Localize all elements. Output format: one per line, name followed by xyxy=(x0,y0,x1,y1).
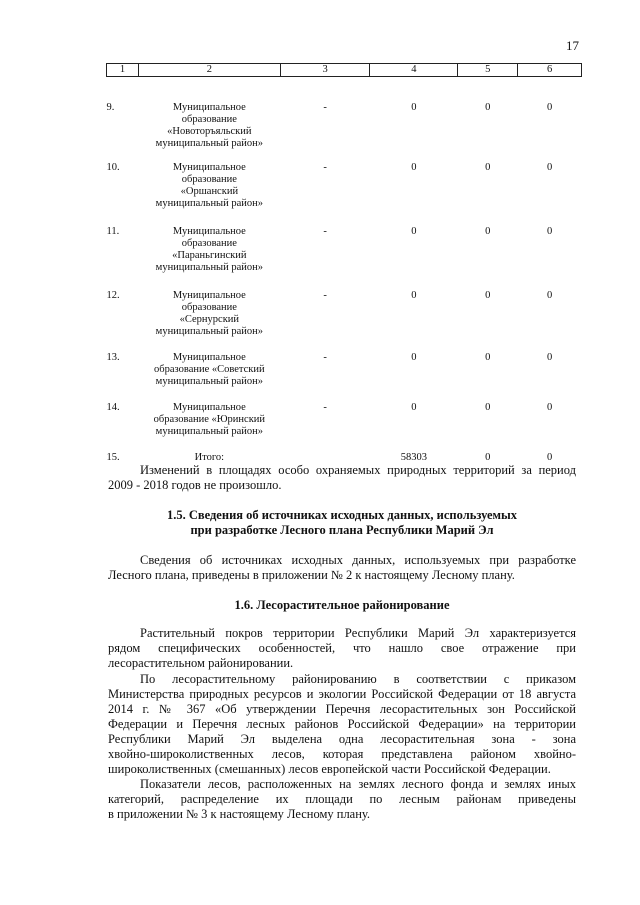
text-line: 2014 г. № 367 «Об утверждении Перечня лесорастительных зон Российской xyxy=(108,702,576,716)
page-number: 17 xyxy=(566,38,579,53)
section-heading-line: 1.5. Сведения об источниках исходных данных, используемых xyxy=(166,508,518,522)
row-number: 13. xyxy=(106,352,120,363)
paragraph-protected-areas xyxy=(108,463,576,493)
row-col3: - xyxy=(323,162,327,173)
row-name-line: образование «Советский xyxy=(154,364,265,375)
row-name-line: «Новоторъяльский xyxy=(167,126,252,137)
row-name-line: образование xyxy=(181,238,237,249)
row-col5: 0 xyxy=(485,290,491,301)
row-col5: 0 xyxy=(485,352,491,363)
row-name-line: муниципальный район» xyxy=(155,198,264,209)
row-col4: 0 xyxy=(411,290,417,301)
row-name xyxy=(138,77,280,151)
row-col4: 0 xyxy=(411,102,417,113)
paragraph-forest-indicators xyxy=(108,777,576,822)
section-heading-line: при разработке Лесного плана Республики Марий Эл xyxy=(190,523,494,537)
row-name-line: муниципальный район» xyxy=(155,138,264,149)
row-col5: 0 xyxy=(485,102,491,113)
row-name-line: Итого: xyxy=(194,452,225,463)
row-name-line: Муниципальное xyxy=(172,162,246,173)
paragraph-vegetation xyxy=(108,626,576,671)
table-row xyxy=(107,77,582,151)
row-name-line: муниципальный район» xyxy=(155,376,264,387)
row-number: 12. xyxy=(106,290,120,301)
table-header-cell: 2 xyxy=(138,64,280,77)
row-number: 14. xyxy=(106,402,120,413)
row-name-line: Муниципальное xyxy=(172,226,246,237)
row-name-line: образование xyxy=(181,114,237,125)
row-name-line: муниципальный район» xyxy=(155,326,264,337)
row-name xyxy=(138,390,280,440)
table-header-cell: 1 xyxy=(107,64,139,77)
section-heading-1-5 xyxy=(108,508,576,538)
table-row xyxy=(107,150,582,214)
text-line: Растительный покров территории Республики Марий Эл характеризуется xyxy=(140,626,576,640)
row-col5: 0 xyxy=(485,162,491,173)
row-name-line: муниципальный район» xyxy=(155,426,264,437)
text-line: категорий, распределение их площади по лесным районам приведены xyxy=(108,792,576,806)
text-line: Изменений в площадях особо охраняемых природных территорий за период xyxy=(140,463,576,477)
row-name-line: образование xyxy=(181,302,237,313)
row-name-line: образование «Юринский xyxy=(153,414,266,425)
row-col5: 0 xyxy=(485,452,491,463)
row-number: 15. xyxy=(106,452,120,463)
row-name-line: «Оршанский xyxy=(180,186,239,197)
row-number: 11. xyxy=(106,226,120,237)
row-name-line: Муниципальное xyxy=(172,402,246,413)
table-header-row xyxy=(107,64,582,77)
row-name-line: Муниципальное xyxy=(172,290,246,301)
row-col3: - xyxy=(323,290,327,301)
text-line: рядом специфических особенностей, что нашло свое отражение при xyxy=(108,641,576,655)
row-name xyxy=(138,340,280,390)
table-row xyxy=(107,390,582,440)
table-row xyxy=(107,278,582,340)
row-col4: 58303 xyxy=(400,452,428,463)
row-col3: - xyxy=(323,352,327,363)
text-line: Сведения об источниках исходных данных, используемых при разработке xyxy=(140,553,576,567)
table-header-cell: 6 xyxy=(518,64,582,77)
row-name xyxy=(138,278,280,340)
text-line: Федерации и Перечня лесных районов Российской Федерации» на территории xyxy=(108,717,576,731)
row-col3: - xyxy=(323,102,327,113)
row-col6: 0 xyxy=(546,452,553,463)
row-name-line: Муниципальное xyxy=(172,352,246,363)
row-name xyxy=(138,214,280,278)
row-col3: - xyxy=(323,226,327,237)
row-col6: 0 xyxy=(546,290,553,301)
row-name-line: «Сернурский xyxy=(179,314,240,325)
row-name-line: муниципальный район» xyxy=(155,262,264,273)
text-line: хвойно-широколиственных лесов, которая представлена районом хвойно- xyxy=(108,747,576,761)
text-line: Министерства природных ресурсов и экологии Российской Федерации от 18 августа xyxy=(108,687,576,701)
row-col4: 0 xyxy=(411,162,417,173)
text-line: По лесорастительному районированию в соответствии с приказом xyxy=(140,672,576,686)
row-col4: 0 xyxy=(411,352,417,363)
text-line: в приложении № 3 к настоящему Лесному плану. xyxy=(108,807,371,821)
row-col4: 0 xyxy=(411,402,417,413)
row-col6: 0 xyxy=(546,102,553,113)
row-name-line: «Параньгинский xyxy=(172,250,247,261)
table-row xyxy=(107,340,582,390)
row-col3: - xyxy=(323,402,327,413)
table-header-cell: 4 xyxy=(370,64,458,77)
row-col5: 0 xyxy=(485,226,491,237)
text-line: Республики Марий Эл выделена одна лесорастительная зона - зона xyxy=(108,732,576,746)
data-table xyxy=(106,63,582,468)
text-line: лесорастительном районировании. xyxy=(108,656,294,670)
row-name-line: образование xyxy=(181,174,237,185)
text-line: Лесного плана, приведены в приложении № 2 к настоящему Лесному плану. xyxy=(108,568,515,582)
row-col6: 0 xyxy=(546,352,553,363)
table-header-cell: 3 xyxy=(280,64,370,77)
row-name xyxy=(138,150,280,214)
paragraph-data-sources xyxy=(108,553,576,583)
row-col6: 0 xyxy=(546,226,553,237)
text-line: 2009 - 2018 годов не произошло. xyxy=(108,478,282,492)
text-line: Показатели лесов, расположенных на землях лесного фонда и землях иных xyxy=(140,777,576,791)
text-line: широколиственных (смешанных) лесов европейской части Российской Федерации. xyxy=(108,762,551,776)
section-heading-1-6: 1.6. Лесорастительное районирование xyxy=(234,598,450,612)
table-row xyxy=(107,214,582,278)
row-col4: 0 xyxy=(411,226,417,237)
row-col6: 0 xyxy=(546,162,553,173)
row-number: 9. xyxy=(106,102,115,113)
table-header-cell: 5 xyxy=(458,64,518,77)
row-number: 10. xyxy=(106,162,120,173)
row-col6: 0 xyxy=(546,402,553,413)
paragraph-zoning xyxy=(108,672,576,777)
row-col5: 0 xyxy=(485,402,491,413)
row-name-line: Муниципальное xyxy=(172,102,246,113)
